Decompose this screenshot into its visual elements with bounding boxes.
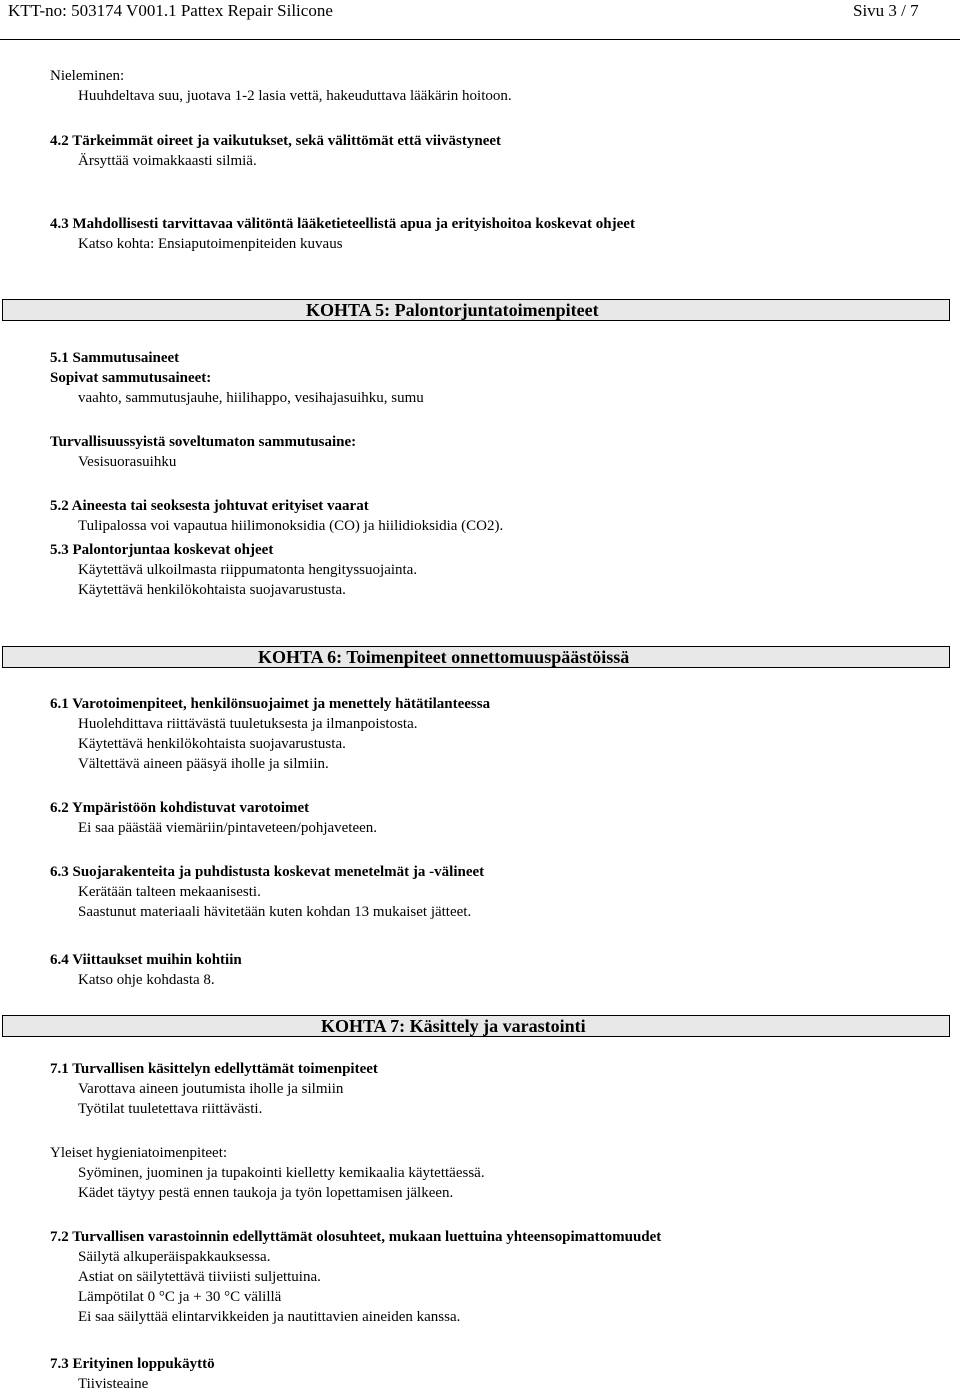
subsection-4-2-heading: 4.2 Tärkeimmät oireet ja vaikutukset, sekä välittömät että viivästyneet (50, 133, 502, 149)
section-7-header (2, 1015, 950, 1037)
suitable-media-label: Sopivat sammutusaineet: (50, 370, 212, 386)
subsection-7-2-text-b: Astiat on säilytettävä tiiviisti suljettuina. (78, 1269, 321, 1285)
subsection-7-2-text-c: Lämpötilat 0 °C ja + 30 °C välillä (78, 1289, 282, 1305)
subsection-6-1-text-c: Vältettävä aineen pääsyä iholle ja silmiin. (78, 756, 329, 772)
subsection-4-3-text: Katso kohta: Ensiaputoimenpiteiden kuvaus (78, 236, 343, 252)
unsuitable-media-text: Vesisuorasuihku (78, 454, 177, 470)
subsection-5-3-text-b: Käytettävä henkilökohtaista suojavarustusta. (78, 582, 346, 598)
header-rule (0, 39, 960, 40)
hygiene-label: Yleiset hygieniatoimenpiteet: (50, 1145, 228, 1161)
subsection-5-2-text: Tulipalossa voi vapautua hiilimonoksidia (CO) ja hiilidioksidia (CO2). (78, 518, 504, 534)
subsection-7-1-heading: 7.1 Turvallisen käsittelyn edellyttämät toimenpiteet (50, 1061, 378, 1077)
subsection-7-2-text-d: Ei saa säilyttää elintarvikkeiden ja nautittavien aineiden kanssa. (78, 1309, 461, 1325)
subsection-6-3-heading: 6.3 Suojarakenteita ja puhdistusta koskevat menetelmät ja -välineet (50, 864, 485, 880)
section-5-header (2, 299, 950, 321)
subsection-5-3-heading: 5.3 Palontorjuntaa koskevat ohjeet (50, 542, 274, 558)
subsection-4-2-text: Ärsyttää voimakkaasti silmiä. (78, 153, 257, 169)
subsection-7-3-heading: 7.3 Erityinen loppukäyttö (50, 1356, 215, 1372)
hygiene-text-a: Syöminen, juominen ja tupakointi kielletty kemikaalia käytettäessä. (78, 1165, 485, 1181)
subsection-5-2-heading: 5.2 Aineesta tai seoksesta johtuvat erityiset vaarat (50, 498, 369, 514)
subsection-5-1-heading: 5.1 Sammutusaineet (50, 350, 180, 366)
subsection-7-1-text-b: Työtilat tuuletettava riittävästi. (78, 1101, 263, 1117)
section-7-title: KOHTA 7: Käsittely ja varastointi (321, 1016, 586, 1036)
subsection-6-3-text-a: Kerätään talteen mekaanisesti. (78, 884, 261, 900)
subsection-6-1-text-b: Käytettävä henkilökohtaista suojavarustusta. (78, 736, 346, 752)
ingestion-text: Huuhdeltava suu, juotava 1-2 lasia vettä, hakeuduttava lääkärin hoitoon. (78, 88, 512, 104)
section-6-header (2, 646, 950, 668)
page-number: Sivu 3 / 7 (853, 1, 919, 20)
subsection-6-2-heading: 6.2 Ympäristöön kohdistuvat varotoimet (50, 800, 310, 816)
subsection-7-2-text-a: Säilytä alkuperäispakkauksessa. (78, 1249, 271, 1265)
section-5-title: KOHTA 5: Palontorjuntatoimenpiteet (306, 300, 599, 320)
subsection-6-1-heading: 6.1 Varotoimenpiteet, henkilönsuojaimet ja menettely hätätilanteessa (50, 696, 491, 712)
subsection-7-1-text-a: Varottava aineen joutumista iholle ja silmiin (78, 1081, 344, 1097)
subsection-6-1-text-a: Huolehdittava riittävästä tuuletuksesta ja ilmanpoistosta. (78, 716, 418, 732)
subsection-7-3-text: Tiivisteaine (78, 1376, 149, 1392)
section-6-title: KOHTA 6: Toimenpiteet onnettomuuspäästöissä (258, 647, 630, 667)
suitable-media-text: vaahto, sammutusjauhe, hiilihappo, vesihajasuihku, sumu (78, 390, 424, 406)
subsection-4-3-heading: 4.3 Mahdollisesti tarvittavaa välitöntä lääketieteellistä apua ja erityishoitoa koskevat ohjeet (50, 216, 635, 232)
document-header-title: KTT-no: 503174 V001.1 Pattex Repair Silicone (8, 1, 333, 20)
unsuitable-media-label: Turvallisuussyistä soveltumaton sammutusaine: (50, 434, 357, 450)
subsection-6-2-text: Ei saa päästää viemäriin/pintaveteen/pohjaveteen. (78, 820, 378, 836)
subsection-6-3-text-b: Saastunut materiaali hävitetään kuten kohdan 13 mukaiset jätteet. (78, 904, 472, 920)
subsection-6-4-text: Katso ohje kohdasta 8. (78, 972, 215, 988)
subsection-5-3-text-a: Käytettävä ulkoilmasta riippumatonta hengityssuojainta. (78, 562, 418, 578)
subsection-7-2-heading: 7.2 Turvallisen varastoinnin edellyttämät olosuhteet, mukaan luettuina yhteensopimattomuudet (50, 1229, 662, 1245)
ingestion-label: Nieleminen: (50, 68, 125, 84)
subsection-6-4-heading: 6.4 Viittaukset muihin kohtiin (50, 952, 242, 968)
hygiene-text-b: Kädet täytyy pestä ennen taukoja ja työn lopettamisen jälkeen. (78, 1185, 454, 1201)
